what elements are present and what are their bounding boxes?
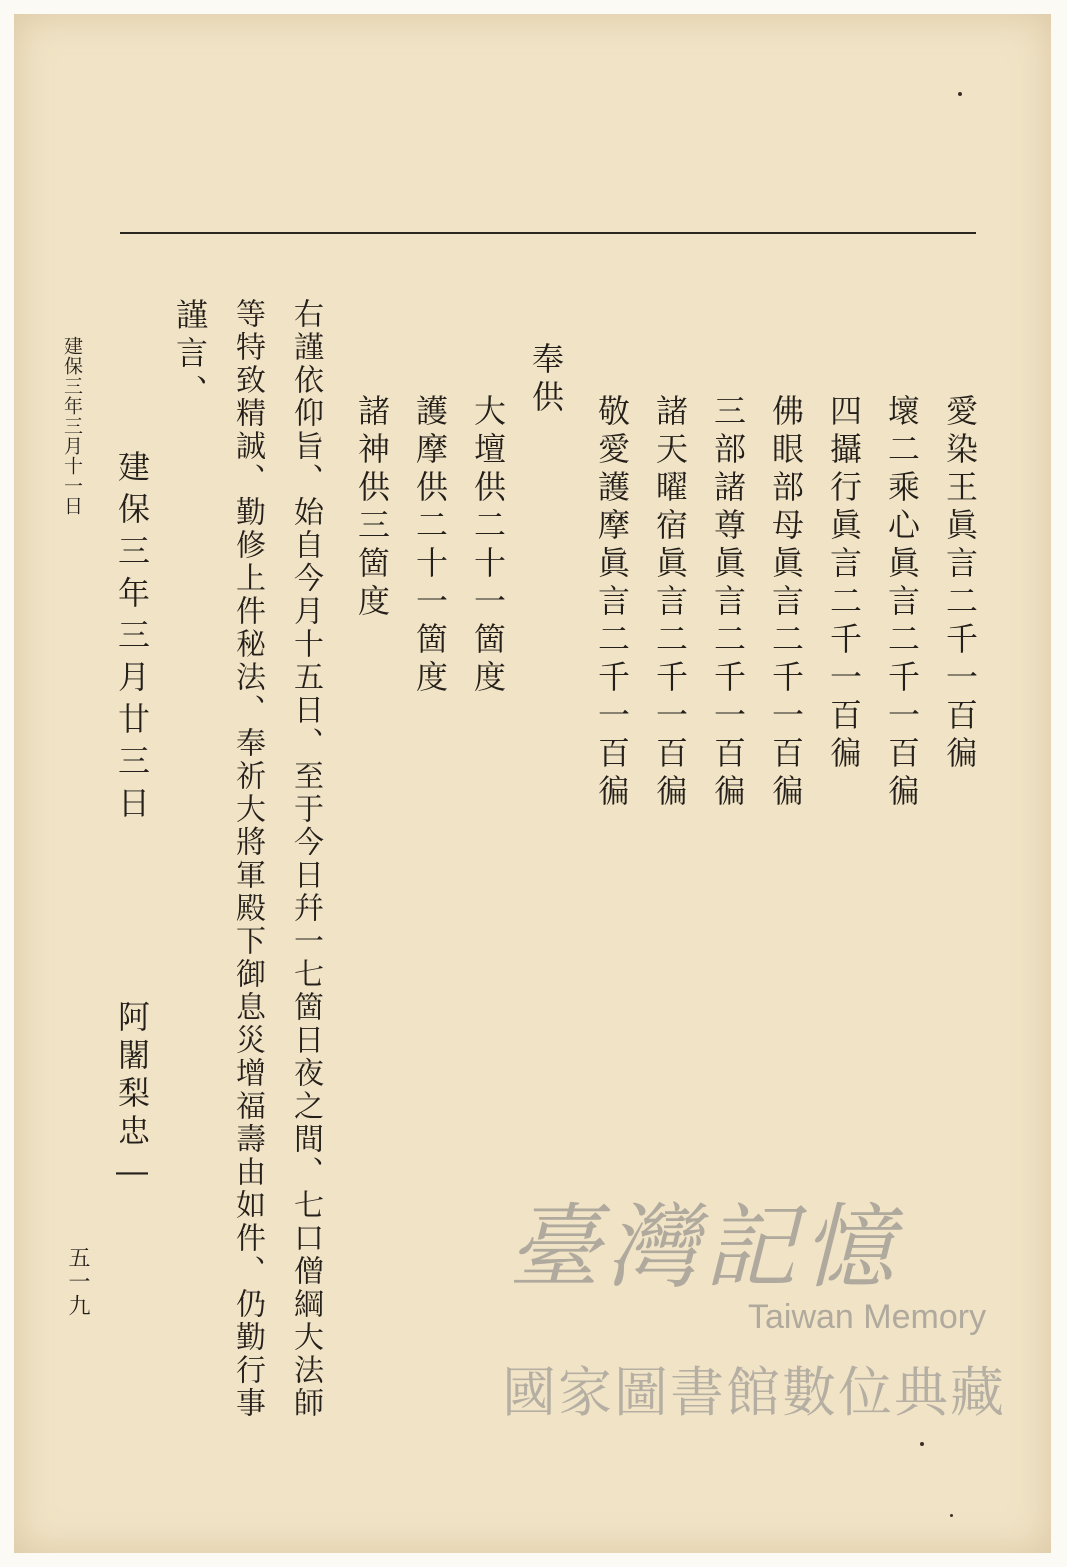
offering-item-3: 諸神供三箇度	[353, 394, 391, 622]
watermark	[494, 1174, 1014, 1444]
offering-heading: 奉供	[527, 342, 565, 418]
text-column-7: 敬愛護摩眞言二千一百徧	[593, 394, 631, 812]
text-column-5: 三部諸尊眞言二千一百徧	[709, 394, 747, 812]
text-column-3: 四攝行眞言二千一百徧	[825, 394, 863, 774]
report-closing: 謹言、	[171, 298, 209, 412]
signature-ajari: 阿闍梨忠―	[113, 1000, 151, 1196]
header-rule	[120, 232, 976, 234]
margin-date-note: 建保三年三月十一日	[61, 336, 83, 516]
text-column-4: 佛眼部母眞言二千一百徧	[767, 394, 805, 812]
text-column-6: 諸天曜宿眞言二千一百徧	[651, 394, 689, 812]
watermark-library-text: 國家圖書館數位典藏	[502, 1361, 1006, 1424]
report-body-line-2: 等特致精誠、勤修上件秘法、奉祈大將軍殿下御息災增福壽由如件、仍勤行事	[230, 298, 265, 1420]
text-column-2: 壞二乘心眞言二千一百徧	[883, 394, 921, 812]
report-date: 建保三年三月廿三日	[113, 450, 151, 828]
paper-speck	[950, 1514, 953, 1517]
watermark-chinese-text: 臺灣記憶	[508, 1194, 901, 1301]
report-body-line-1: 右謹依仰旨、始自今月十五日、至于今日幷一七箇日夜之間、七口僧綱大法師	[288, 298, 323, 1420]
page-number: 五一九	[65, 1246, 90, 1318]
watermark-english-text: Taiwan Memory	[748, 1298, 987, 1336]
paper-speck	[958, 92, 962, 96]
offering-item-2: 護摩供二十一箇度	[411, 394, 449, 698]
text-column-1: 愛染王眞言二千一百徧	[941, 394, 979, 774]
offering-item-1: 大壇供二十一箇度	[469, 394, 507, 698]
document-page	[14, 14, 1051, 1553]
